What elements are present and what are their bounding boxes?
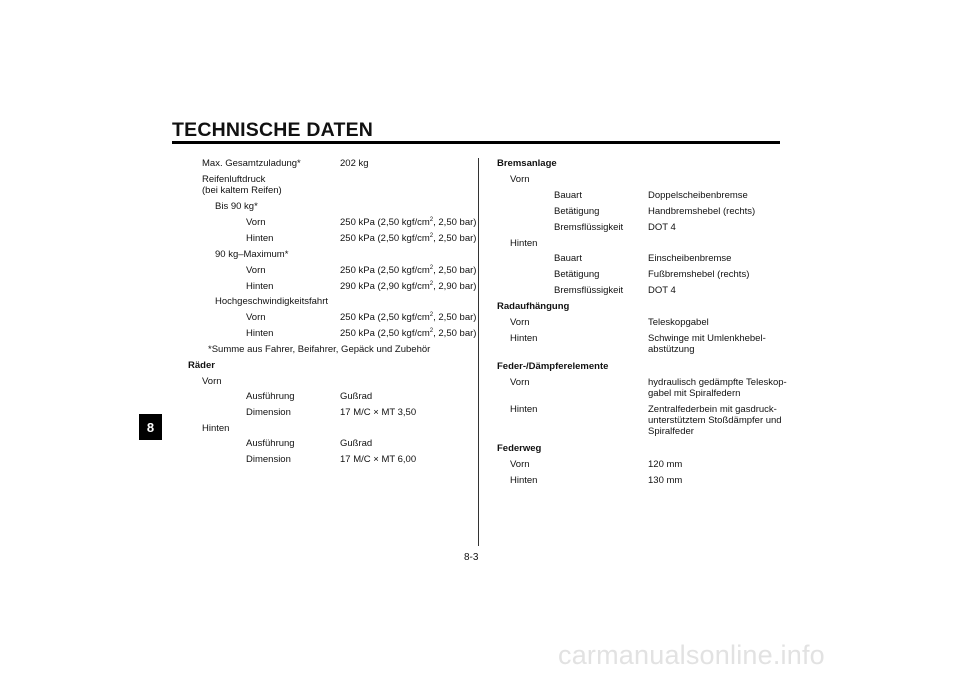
brakes-front-op-value: Handbremshebel (rechts) xyxy=(648,206,756,217)
superscript: 2 xyxy=(429,312,434,318)
travel-heading: Federweg xyxy=(497,443,542,454)
value-part: , 2,50 bar) xyxy=(433,265,477,276)
max-load-label: Max. Gesamtzuladung* xyxy=(202,158,301,169)
chapter-tab: 8 xyxy=(139,414,162,440)
highspeed-label: Hochgeschwindigkeitsfahrt xyxy=(215,296,329,307)
brakes-front-label: Vorn xyxy=(510,174,530,185)
brakes-rear-label: Hinten xyxy=(510,238,538,249)
watermark: carmanualsonline.info xyxy=(558,640,825,670)
tire-pressure-label: Reifenluftdruck xyxy=(202,174,266,185)
brakes-rear-op-value: Fußbremshebel (rechts) xyxy=(648,269,750,280)
suspension-heading: Radaufhängung xyxy=(497,301,570,312)
superscript: 2 xyxy=(429,265,434,271)
wheels-front-type-label: Ausführung xyxy=(246,391,295,402)
value-part: , 2,90 bar) xyxy=(433,281,477,292)
page-number: 8-3 xyxy=(464,552,479,563)
value-part: , 2,50 bar) xyxy=(433,328,477,339)
brakes-front-type-label: Bauart xyxy=(554,190,582,201)
highspeed-rear-value xyxy=(340,328,476,340)
value-part: 250 kPa (2,50 kgf/cm xyxy=(340,312,430,323)
brakes-rear-fluid-label: Bremsflüssigkeit xyxy=(554,285,624,296)
damper-heading: Feder-/Dämpferelemente xyxy=(497,361,609,372)
brakes-rear-type-value: Einscheibenbremse xyxy=(648,253,732,264)
tomax-label: 90 kg–Maximum* xyxy=(215,249,289,260)
superscript: 2 xyxy=(429,217,434,223)
value-part: , 2,50 bar) xyxy=(433,217,477,228)
wheels-front-label: Vorn xyxy=(202,376,222,387)
suspension-front-value: Teleskopgabel xyxy=(648,317,709,328)
wheels-rear-label: Hinten xyxy=(202,423,230,434)
damper-rear-value-line3: Spiralfeder xyxy=(648,426,694,437)
tire-pressure-sublabel: (bei kaltem Reifen) xyxy=(202,185,282,196)
brakes-front-fluid-label: Bremsflüssigkeit xyxy=(554,222,624,233)
value-part: 250 kPa (2,50 kgf/cm xyxy=(340,217,430,228)
brakes-heading: Bremsanlage xyxy=(497,158,557,169)
value-part: , 2,50 bar) xyxy=(433,233,477,244)
superscript: 2 xyxy=(429,281,434,287)
damper-rear-value-line2: unterstütztem Stoßdämpfer und xyxy=(648,415,782,426)
damper-front-value-line2: gabel mit Spiralfedern xyxy=(648,388,741,399)
value-part: 250 kPa (2,50 kgf/cm xyxy=(340,233,430,244)
suspension-rear-value-line1: Schwinge mit Umlenkhebel- xyxy=(648,333,766,344)
footnote: *Summe aus Fahrer, Beifahrer, Gepäck und Zubehör xyxy=(208,344,431,355)
brakes-front-fluid-value: DOT 4 xyxy=(648,222,676,233)
wheels-front-dim-value: 17 M/C × MT 3,50 xyxy=(340,407,417,418)
value-part: 250 kPa (2,50 kgf/cm xyxy=(340,265,430,276)
wheels-heading: Räder xyxy=(188,360,215,371)
tomax-rear-label: Hinten xyxy=(246,281,274,292)
brakes-front-type-value: Doppelscheibenbremse xyxy=(648,190,748,201)
brakes-rear-fluid-value: DOT 4 xyxy=(648,285,676,296)
wheels-front-dim-label: Dimension xyxy=(246,407,291,418)
upto90-front-value xyxy=(340,217,476,229)
highspeed-front-value xyxy=(340,312,476,324)
suspension-rear-value-line2: abstützung xyxy=(648,344,695,355)
wheels-rear-dim-label: Dimension xyxy=(246,454,291,465)
max-load-value: 202 kg xyxy=(340,158,369,169)
tomax-front-label: Vorn xyxy=(246,265,266,276)
damper-front-value-line1: hydraulisch gedämpfte Teleskop- xyxy=(648,377,787,388)
wheels-rear-dim-value: 17 M/C × MT 6,00 xyxy=(340,454,417,465)
column-divider xyxy=(478,158,479,546)
value-part: 290 kPa (2,90 kgf/cm xyxy=(340,281,430,292)
tomax-rear-value xyxy=(340,281,476,293)
superscript: 2 xyxy=(429,328,434,334)
travel-front-value: 120 mm xyxy=(648,459,683,470)
damper-rear-label: Hinten xyxy=(510,404,538,415)
wheels-front-type-value: Gußrad xyxy=(340,391,373,402)
value-part: 250 kPa (2,50 kgf/cm xyxy=(340,328,430,339)
upto90-label: Bis 90 kg* xyxy=(215,201,258,212)
suspension-rear-label: Hinten xyxy=(510,333,538,344)
highspeed-rear-label: Hinten xyxy=(246,328,274,339)
highspeed-front-label: Vorn xyxy=(246,312,266,323)
wheels-rear-type-label: Ausführung xyxy=(246,438,295,449)
suspension-front-label: Vorn xyxy=(510,317,530,328)
brakes-rear-type-label: Bauart xyxy=(554,253,582,264)
brakes-rear-op-label: Betätigung xyxy=(554,269,600,280)
travel-front-label: Vorn xyxy=(510,459,530,470)
wheels-rear-type-value: Gußrad xyxy=(340,438,373,449)
title-rule xyxy=(172,141,780,144)
page-title: TECHNISCHE DATEN xyxy=(172,119,374,141)
tomax-front-value xyxy=(340,265,476,277)
upto90-rear-label: Hinten xyxy=(246,233,274,244)
brakes-front-op-label: Betätigung xyxy=(554,206,600,217)
value-part: , 2,50 bar) xyxy=(433,312,477,323)
travel-rear-value: 130 mm xyxy=(648,475,683,486)
damper-rear-value-line1: Zentralfederbein mit gasdruck- xyxy=(648,404,777,415)
damper-front-label: Vorn xyxy=(510,377,530,388)
upto90-rear-value xyxy=(340,233,476,245)
upto90-front-label: Vorn xyxy=(246,217,266,228)
travel-rear-label: Hinten xyxy=(510,475,538,486)
superscript: 2 xyxy=(429,233,434,239)
